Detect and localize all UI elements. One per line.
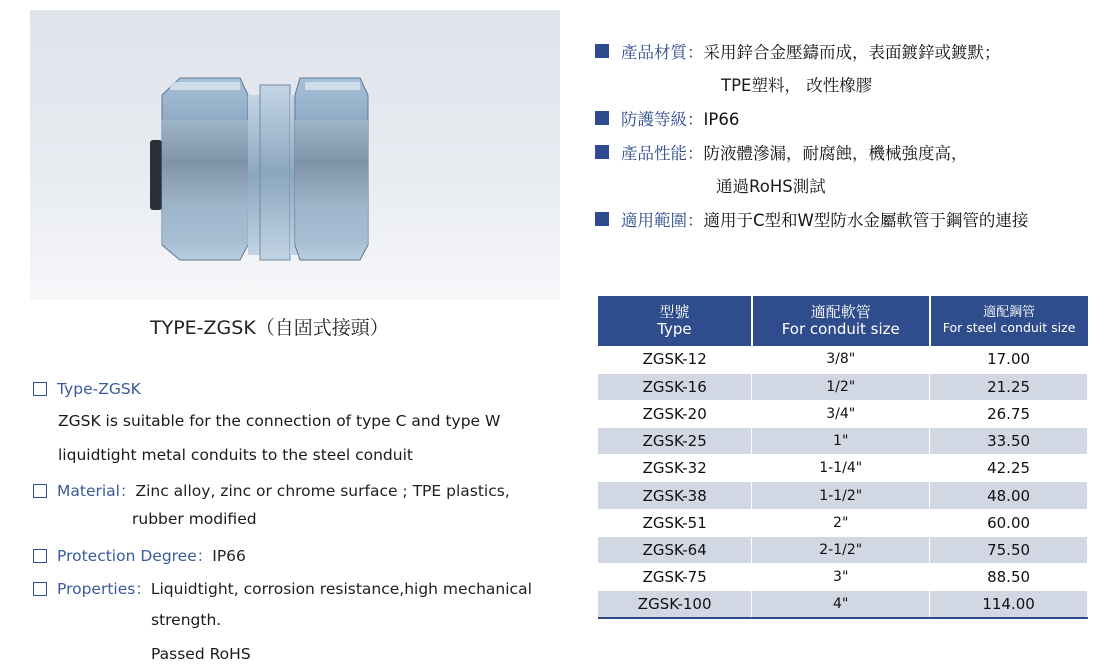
conduit-connector-icon: [30, 10, 560, 300]
table-row: [598, 428, 1088, 455]
cn-protection-row: [595, 106, 739, 130]
cn-material-value-2: TPE塑料， 改性橡膠: [721, 76, 873, 95]
cn-scope-label: 適用範圍：: [621, 211, 704, 230]
checkbox-square-icon: [33, 382, 47, 396]
cell-conduit-size: 2-1/2": [752, 536, 930, 563]
size-table: [598, 296, 1088, 619]
cell-conduit-size: 3/4": [752, 400, 930, 427]
header-conduit: [752, 296, 930, 346]
table-row: [598, 509, 1088, 536]
header-type: [598, 296, 752, 346]
cell-type: ZGSK-12: [598, 346, 752, 373]
cell-conduit-size: 3/8": [752, 346, 930, 373]
cell-conduit-size: 1-1/4": [752, 455, 930, 482]
cn-protection-label: 防護等級：: [621, 110, 704, 129]
cell-conduit-size: 1-1/2": [752, 482, 930, 509]
cn-performance-value-2: 通過RoHS測試: [716, 177, 826, 196]
cell-steel-size: 48.00: [930, 482, 1088, 509]
table-row: [598, 455, 1088, 482]
cell-steel-size: 42.25: [930, 455, 1088, 482]
product-caption: TYPE-ZGSK（自固式接頭）: [150, 317, 389, 339]
bullet-square-icon: [595, 145, 609, 159]
spec-material-label: Material：: [57, 482, 136, 500]
cell-steel-size: 26.75: [930, 400, 1088, 427]
table-row: [598, 400, 1088, 427]
spec-properties-value-2: strength.: [151, 611, 222, 629]
header-steel-cn: 適配鋼管: [983, 305, 1036, 321]
cell-steel-size: 75.50: [930, 536, 1088, 563]
cell-steel-size: 17.00: [930, 346, 1088, 373]
cn-protection-value: IP66: [703, 110, 740, 129]
bullet-square-icon: [595, 111, 609, 125]
cell-type: ZGSK-20: [598, 400, 752, 427]
cell-conduit-size: 2": [752, 509, 930, 536]
header-type-en: Type: [657, 320, 692, 338]
checkbox-square-icon: [33, 484, 47, 498]
checkbox-square-icon: [33, 549, 47, 563]
cn-material-row: [595, 39, 1001, 63]
table-row: [598, 482, 1088, 509]
spec-type-row: [33, 380, 141, 398]
spec-protection-value: IP66: [212, 547, 246, 565]
spec-protection-row: [33, 544, 246, 566]
cell-steel-size: 21.25: [930, 373, 1088, 400]
spec-type-desc-1: ZGSK is suitable for the connection of type C and type W: [58, 412, 501, 430]
spec-protection-label: Protection Degree：: [57, 547, 213, 565]
cell-steel-size: 60.00: [930, 509, 1088, 536]
cell-type: ZGSK-64: [598, 536, 752, 563]
spec-properties-row: [33, 577, 532, 599]
table-row: [598, 373, 1088, 400]
cn-performance-value: 防液體滲漏，耐腐蝕，機械強度高，: [703, 144, 968, 163]
cell-type: ZGSK-16: [598, 373, 752, 400]
table-row: [598, 564, 1088, 591]
cn-performance-label: 產品性能：: [621, 144, 704, 163]
cell-type: ZGSK-25: [598, 428, 752, 455]
cell-conduit-size: 3": [752, 564, 930, 591]
cell-type: ZGSK-100: [598, 591, 752, 618]
checkbox-square-icon: [33, 582, 47, 596]
spec-material-row: [33, 479, 510, 501]
spec-type-desc-2: liquidtight metal conduits to the steel conduit: [58, 446, 413, 464]
product-photo: [30, 10, 560, 300]
cn-scope-value: 適用于C型和W型防水金屬軟管于鋼管的連接: [703, 211, 1029, 230]
cell-steel-size: 88.50: [930, 564, 1088, 591]
bullet-square-icon: [595, 44, 609, 58]
table-row: [598, 346, 1088, 373]
bullet-square-icon: [595, 212, 609, 226]
spec-material-value-2: rubber modified: [132, 510, 257, 528]
cell-conduit-size: 1": [752, 428, 930, 455]
cell-conduit-size: 4": [752, 591, 930, 618]
cn-scope-row: [595, 207, 1028, 231]
cell-steel-size: 33.50: [930, 428, 1088, 455]
header-type-cn: 型號: [659, 302, 690, 321]
header-conduit-en: For conduit size: [781, 320, 900, 338]
header-conduit-cn: 適配軟管: [810, 302, 871, 321]
spec-type-label: Type-ZGSK: [57, 380, 141, 398]
cell-steel-size: 114.00: [930, 591, 1088, 618]
spec-properties-label: Properties：: [57, 580, 151, 598]
cn-material-label: 產品材質：: [621, 43, 704, 62]
cell-type: ZGSK-38: [598, 482, 752, 509]
spec-properties-value-3: Passed RoHS: [151, 645, 251, 663]
cn-performance-row: [595, 140, 968, 164]
table-row: [598, 591, 1088, 618]
spec-material-value: Zinc alloy, zinc or chrome surface ; TPE plastics,: [135, 482, 510, 500]
cell-conduit-size: 1/2": [752, 373, 930, 400]
header-steel: [930, 296, 1088, 346]
cn-material-value: 采用鋅合金壓鑄而成，表面鍍鋅或鍍默；: [703, 43, 1001, 62]
cell-type: ZGSK-51: [598, 509, 752, 536]
table-row: [598, 536, 1088, 563]
header-steel-en: For steel conduit size: [942, 320, 1076, 336]
spec-properties-value: Liquidtight, corrosion resistance,high mechanical: [150, 580, 532, 598]
cell-type: ZGSK-32: [598, 455, 752, 482]
cell-type: ZGSK-75: [598, 564, 752, 591]
table-header-row: [598, 296, 1088, 346]
